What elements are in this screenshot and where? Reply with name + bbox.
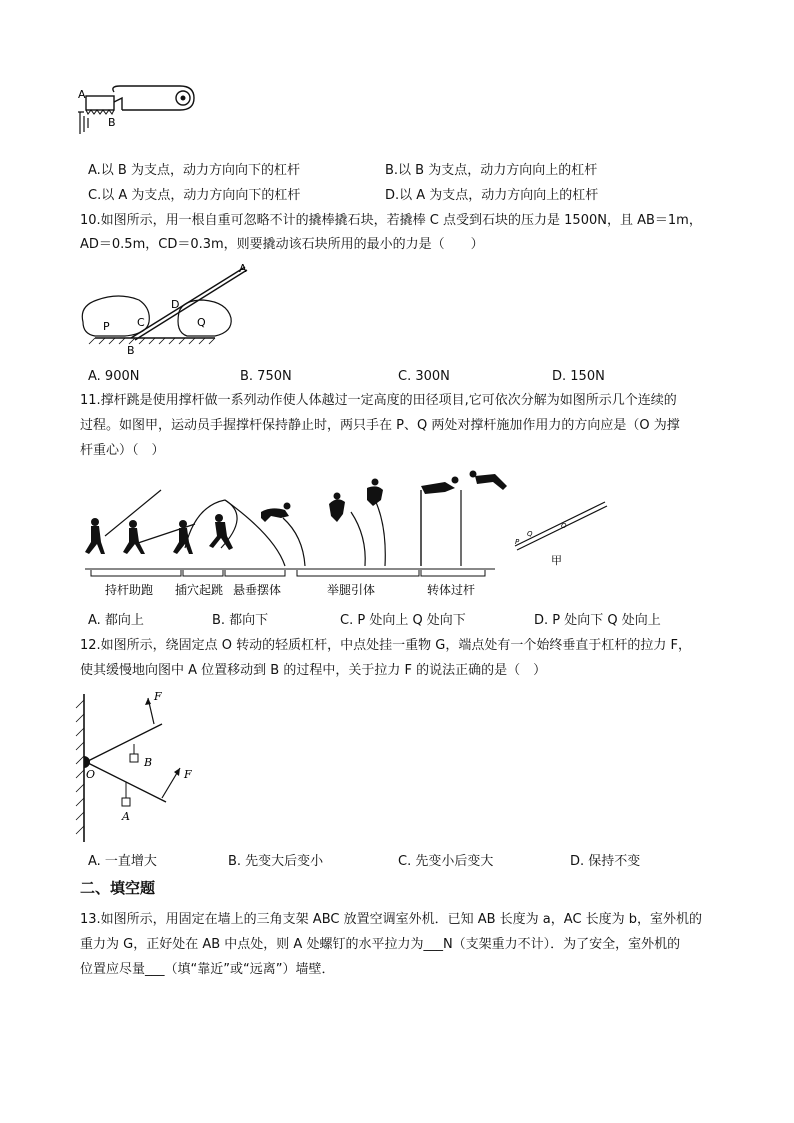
q12-text-line-2: 使其缓慢地向图中 A 位置移动到 B 的过程中，关于拉力 F 的说法正确的是（ ） [80, 663, 547, 678]
q9-option-d[interactable]: D.以 A 为支点，动力方向向上的杠杆 [385, 188, 599, 203]
q10-label-p: P [103, 320, 110, 333]
q13-text-line-1: 13.如图所示，用固定在墙上的三角支架 ABC 放置空调室外机．已知 AB 长度为 a，AC 长度为 b，室外机的 [80, 912, 703, 927]
q11-label-o: O [561, 522, 567, 530]
q12-option-a[interactable]: A. 一直增大 [88, 854, 157, 869]
q12-label-o: O [86, 768, 96, 781]
q11-text-line-3: 杆重心）（ ） [80, 443, 165, 458]
q10-option-a[interactable]: A. 900N [88, 369, 140, 384]
q9-figure [70, 82, 200, 138]
q11-stage-5: 转体过杆 [427, 583, 476, 597]
q10-label-c: C [137, 316, 145, 329]
q10-label-a: A [239, 262, 247, 275]
q11-text-line-1: 11.撑杆跳是使用撑杆做一系列动作使人体越过一定高度的田径项目,它可依次分解为如图所示几个连续的 [80, 393, 677, 408]
q12-option-d[interactable]: D. 保持不变 [570, 854, 641, 869]
q12-figure [70, 690, 210, 846]
q11-label-jia: 甲 [551, 554, 562, 567]
q11-label-q: Q [527, 530, 533, 538]
q11-text-line-2: 过程。如图甲，运动员手握撑杆保持静止时，两只手在 P、Q 两处对撑杆施加作用力的方向应是（O 为撑 [80, 418, 680, 433]
q9-option-c[interactable]: C.以 A 为支点，动力方向向下的杠杆 [88, 188, 301, 203]
q11-option-a[interactable]: A. 都向上 [88, 613, 144, 628]
q10-text-line-1: 10.如图所示，用一根自重可忽略不计的撬棒撬石块，若撬棒 C 点受到石块的压力是 1500N，且 AB＝1m， [80, 213, 702, 228]
q11-stage-2: 插穴起跳 [175, 583, 224, 597]
q10-label-q: Q [197, 316, 206, 329]
q12-option-c[interactable]: C. 先变小后变大 [398, 854, 494, 869]
q12-label-f-bottom: F [184, 768, 192, 781]
section-heading-fill-in: 二、填空题 [80, 879, 156, 897]
q11-stage-3: 悬垂摆体 [233, 583, 282, 597]
q13-text-line-2: 重力为 G，正好处在 AB 中点处，则 A 处螺钉的水平拉力为___N（支架重力不计）．为了安全，室外机的 [80, 937, 681, 952]
q12-label-a: A [122, 810, 130, 823]
q11-option-b[interactable]: B. 都向下 [212, 613, 269, 628]
q10-option-c[interactable]: C. 300N [398, 369, 450, 384]
q11-label-p: P [515, 538, 520, 546]
q9-label-b: B [108, 116, 116, 129]
q9-option-b[interactable]: B.以 B 为支点，动力方向向上的杠杆 [385, 163, 598, 178]
q11-stage-1: 持杆助跑 [105, 583, 154, 597]
q10-figure [75, 262, 255, 358]
q10-option-b[interactable]: B. 750N [240, 369, 292, 384]
q11-figure [75, 466, 615, 608]
q11-option-d[interactable]: D. P 处向下 Q 处向上 [534, 613, 661, 628]
q12-label-b: B [144, 756, 153, 769]
q9-option-a[interactable]: A.以 B 为支点，动力方向向下的杠杆 [88, 163, 300, 178]
q10-text-line-2: AD＝0.5m，CD＝0.3m，则要撬动该石块所用的最小的力是（ ） [80, 237, 484, 252]
q9-label-a: A [78, 88, 86, 101]
q11-option-c[interactable]: C. P 处向上 Q 处向下 [340, 613, 466, 628]
q10-option-d[interactable]: D. 150N [552, 369, 605, 384]
q12-text-line-1: 12.如图所示，绕固定点 O 转动的轻质杠杆，中点处挂一重物 G，端点处有一个始终垂直于杠杆的拉力 F， [80, 638, 691, 653]
q11-stage-4: 举腿引体 [327, 583, 376, 597]
q10-label-d: D [171, 298, 180, 311]
q13-text-line-3: 位置应尽量___（填“靠近”或“远离”）墙壁． [80, 962, 335, 977]
q10-label-b: B [127, 344, 135, 357]
q12-label-f-top: F [154, 690, 162, 703]
q12-option-b[interactable]: B. 先变大后变小 [228, 854, 324, 869]
